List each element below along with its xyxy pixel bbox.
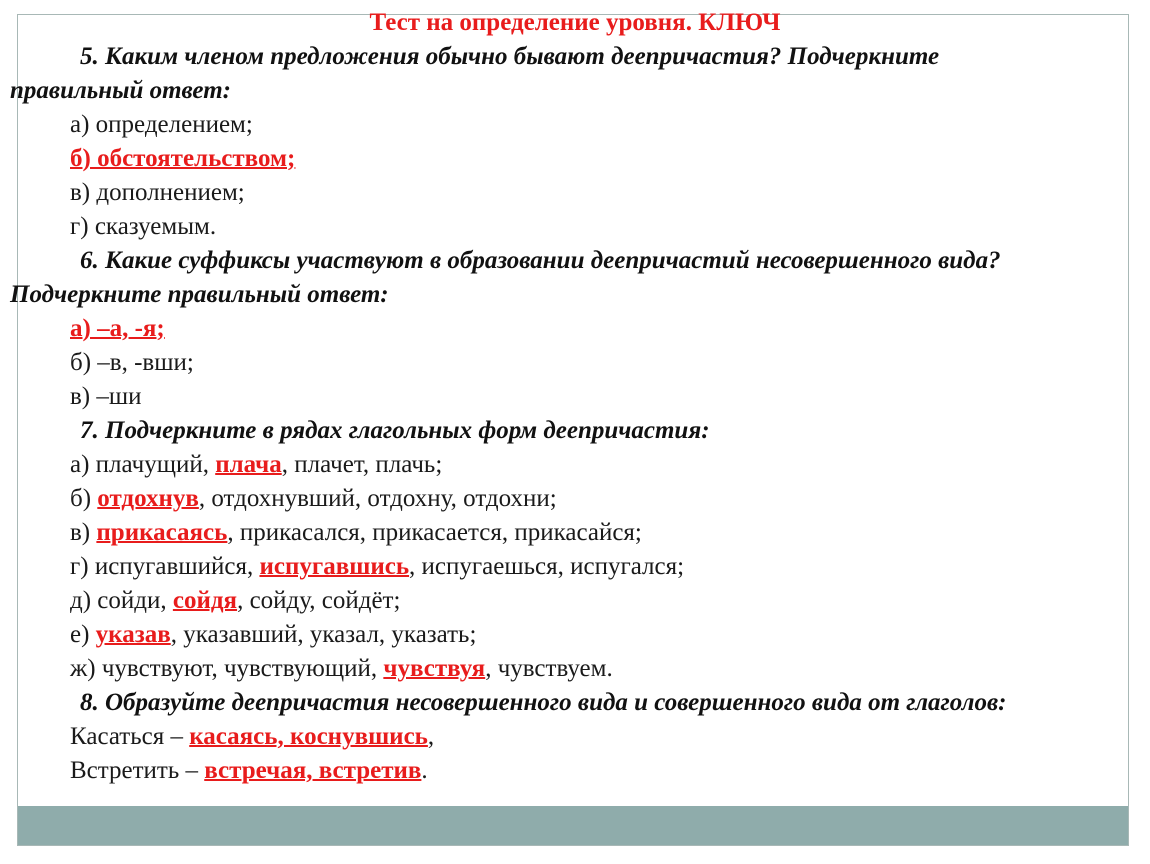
q7-row-g — [0, 652, 1150, 686]
q7-row-e — [0, 584, 1150, 618]
q7-row-text: , испугаешься, испугался; — [409, 553, 685, 580]
q7-row-answer: отдохнув — [97, 485, 199, 512]
question-6-line2: Подчеркните правильный ответ: — [10, 281, 389, 308]
q7-row-text: е) — [70, 621, 96, 648]
q7-row-text: г) испугавшийся, — [70, 553, 260, 580]
q8-row-answer: встречая, встретив — [204, 757, 422, 784]
q7-row-text: в) — [70, 519, 97, 546]
q7-row-answer: указав — [95, 621, 171, 648]
q7-row-text: ж) чувствуют, чувствующий, — [70, 655, 384, 682]
q7-row-text: , плачет, плачь; — [281, 451, 443, 478]
q8-row-answer: касаясь, коснувшись — [189, 723, 428, 750]
q8-row-text: Касаться – — [70, 723, 190, 750]
question-6-line1: 6. Какие суффиксы участвуют в образовании деепричастий несовершенного вида? — [80, 247, 1001, 274]
q7-row-c — [0, 516, 1150, 550]
q6-option-c: в) –ши — [70, 383, 142, 410]
q7-row-answer: сойдя — [172, 587, 238, 614]
question-5-line2: правильный ответ: — [10, 77, 231, 104]
q7-row-f — [0, 618, 1150, 652]
question-5-line1: 5. Каким членом предложения обычно бывают деепричастия? Подчеркните — [80, 43, 940, 70]
q7-row-text: , прикасался, прикасается, прикасайся; — [227, 519, 642, 546]
q5-option-b — [0, 142, 1150, 176]
q7-row-a — [0, 448, 1150, 482]
q5-option-c: в) дополнением; — [70, 179, 245, 206]
q5-option-d: г) сказуемым. — [70, 213, 217, 240]
q8-row-text: , — [427, 723, 435, 750]
q7-row-answer: плача — [215, 451, 282, 478]
q5-correct-answer: б) обстоятельством; — [70, 145, 296, 172]
q7-row-text: , сойду, сойдёт; — [237, 587, 401, 614]
q7-row-text: д) сойди, — [70, 587, 173, 614]
q6-option-b: б) –в, -вши; — [70, 349, 194, 376]
slide-content — [0, 40, 1150, 788]
q7-row-text: , чувствуем. — [485, 655, 613, 682]
q7-row-text: , отдохнувший, отдохну, отдохни; — [198, 485, 557, 512]
q7-row-b — [0, 482, 1150, 516]
q7-row-answer: испугавшись — [259, 553, 410, 580]
q8-row-text: Встретить – — [70, 757, 205, 784]
question-8-line1: 8. Образуйте деепричастия несовершенного вида и совершенного вида от глаголов: — [80, 689, 1007, 716]
q7-row-answer: прикасаясь — [96, 519, 228, 546]
q6-option-a — [0, 312, 1150, 346]
q7-row-text: б) — [70, 485, 98, 512]
q8-row-1 — [0, 720, 1150, 754]
question-5 — [10, 40, 1150, 108]
question-8 — [10, 686, 1150, 720]
question-7 — [10, 414, 1150, 448]
q7-row-answer: чувствуя — [383, 655, 486, 682]
q8-row-text: . — [421, 757, 428, 784]
q5-option-a: а) определением; — [70, 111, 253, 138]
q6-correct-answer: а) –а, -я; — [70, 315, 165, 342]
slide-footer-bar — [18, 806, 1128, 845]
q7-row-text: , указавший, указал, указать; — [170, 621, 477, 648]
question-6 — [10, 244, 1150, 312]
q7-row-text: а) плачущий, — [70, 451, 216, 478]
q8-row-2 — [0, 754, 1150, 788]
question-7-line1: 7. Подчеркните в рядах глагольных форм деепричастия: — [80, 417, 710, 444]
page-title: Тест на определение уровня. КЛЮЧ — [369, 9, 781, 36]
q7-row-d — [0, 550, 1150, 584]
